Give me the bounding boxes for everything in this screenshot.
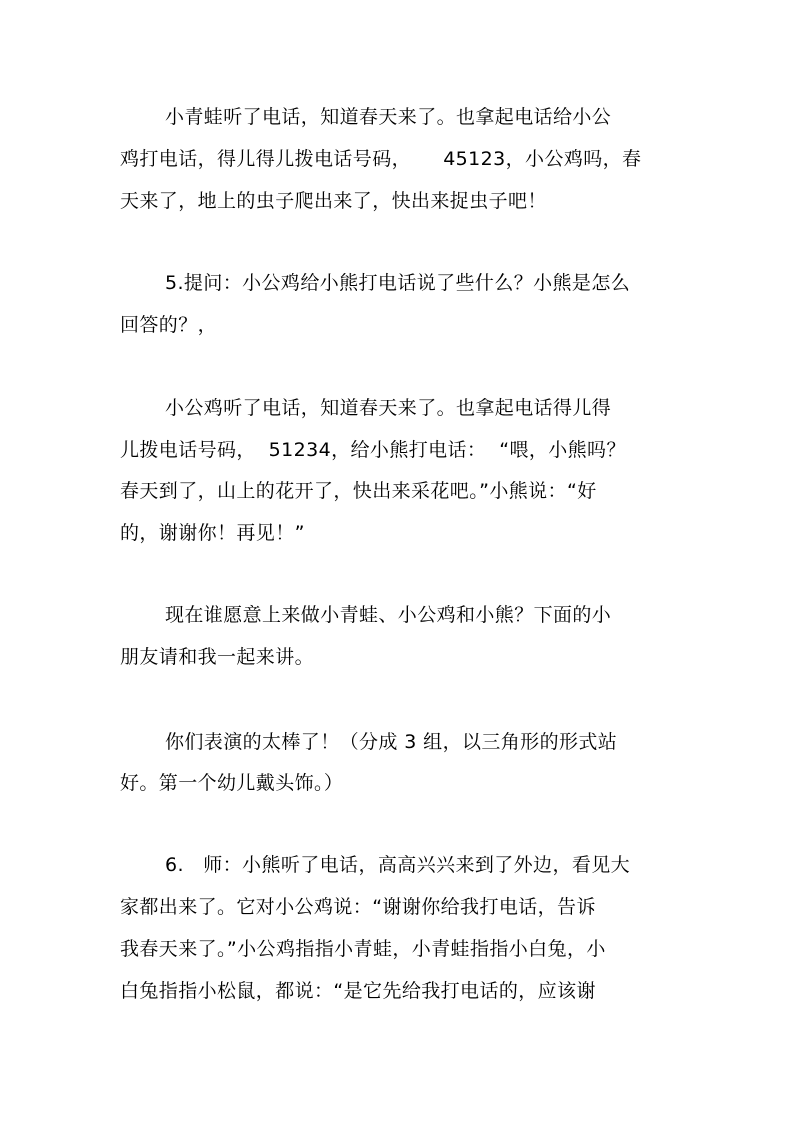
paragraph-4-line-1: 现在谁愿意上来做小青蛙、小公鸡和小熊？下面的小	[165, 604, 612, 626]
paragraph-6-line-3: 我春天来了。”小公鸡指指小青蛙，小青蛙指指小白兔，小	[120, 938, 606, 960]
paragraph-2-line-2: 回答的？，	[120, 314, 218, 336]
paragraph-3-line-3: 春天到了，山上的花开了，快出来采花吧。”小熊说：“好	[120, 480, 597, 502]
paragraph-1-line-3: 天来了，地上的虫子爬出来了，快出来捉虫子吧！	[120, 190, 547, 212]
paragraph-6-line-1: 6. 师：小熊听了电话，高高兴兴来到了外边，看见大	[165, 854, 631, 876]
paragraph-6-line-2: 家都出来了。它对小公鸡说：“谢谢你给我打电话，告诉	[120, 896, 596, 918]
paragraph-6-line-4: 白兔指指小松鼠，都说：“是它先给我打电话的，应该谢	[120, 980, 596, 1002]
paragraph-2-line-1: 5.提问：小公鸡给小熊打电话说了些什么？小熊是怎么	[165, 272, 631, 294]
paragraph-1-line-2: 鸡打电话，得儿得儿拨电话号码， 45123，小公鸡吗，春	[120, 148, 642, 170]
paragraph-5-line-1: 你们表演的太棒了！（分成 3 组，以三角形的形式站	[165, 731, 618, 753]
paragraph-3-line-4: 的，谢谢你！再见！”	[120, 522, 305, 544]
paragraph-1-line-1: 小青蛙听了电话，知道春天来了。也拿起电话给小公	[165, 106, 612, 128]
paragraph-3-line-2: 儿拨电话号码， 51234，给小熊打电话： “喂，小熊吗？	[120, 439, 626, 461]
paragraph-3-line-1: 小公鸡听了电话，知道春天来了。也拿起电话得儿得	[165, 397, 612, 419]
paragraph-4-line-2: 朋友请和我一起来讲。	[120, 646, 315, 668]
paragraph-5-line-2: 好。第一个幼儿戴头饰。）	[120, 772, 344, 794]
